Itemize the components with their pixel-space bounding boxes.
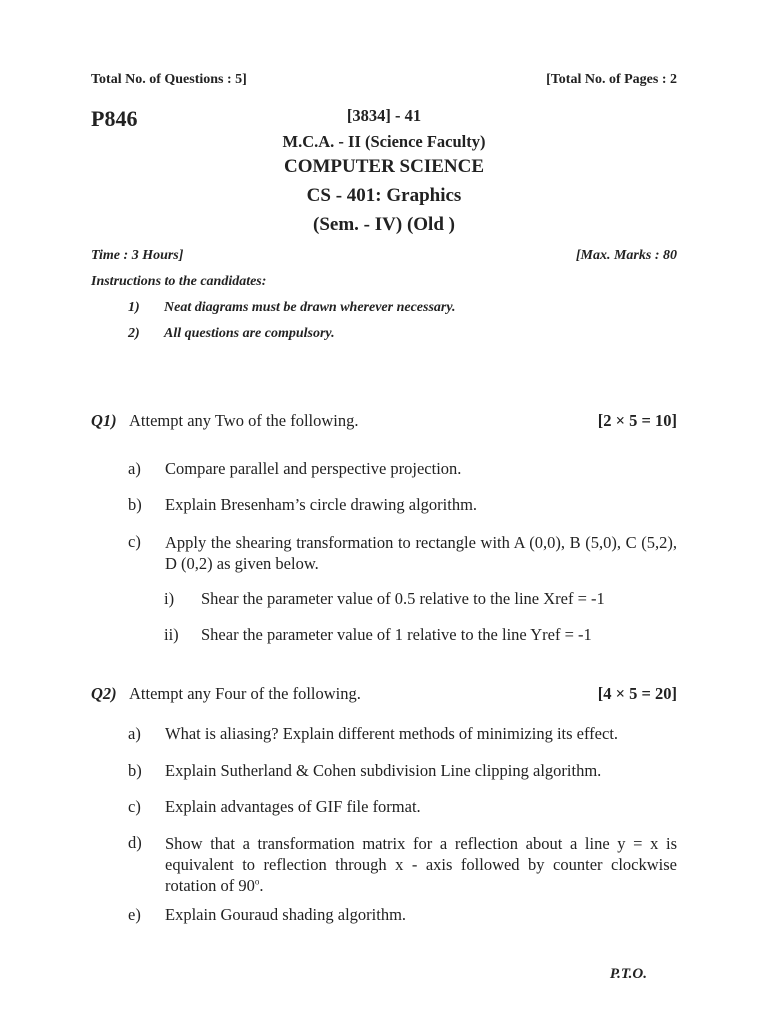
instructions-title: Instructions to the candidates: (91, 274, 267, 289)
course-title: M.C.A. - II (Science Faculty) (282, 132, 486, 151)
question-item-main-text: Show that a transformation matrix for a reflection about a line y = x is equivalent to reflection through x - axis followed by counter clockwise rotation of 90 (165, 834, 677, 895)
sub-item-text: Shear the parameter value of 1 relative to the line Yref = -1 (201, 625, 592, 644)
question-item-tail: . (259, 876, 264, 895)
question-item-text (165, 833, 677, 896)
degree-superscript: o (254, 876, 260, 887)
instruction-number: 2) (128, 326, 140, 341)
question-item-label: b) (128, 761, 142, 780)
question-item-label: d) (128, 833, 142, 852)
question-2-marks: [4 × 5 = 20] (597, 684, 677, 703)
question-item-label: a) (128, 724, 141, 743)
question-item-text: What is aliasing? Explain different methods of minimizing its effect. (165, 724, 619, 743)
page-turn-over: P.T.O. (609, 966, 647, 982)
semester-title: (Sem. - IV) (Old ) (313, 214, 455, 235)
question-1-instruction: Attempt any Two of the following. (129, 411, 359, 430)
question-item-text: Explain advantages of GIF file format. (165, 797, 421, 816)
question-2-instruction: Attempt any Four of the following. (129, 684, 361, 703)
sub-item-label: ii) (164, 625, 179, 644)
question-item-text: Compare parallel and perspective projection. (165, 459, 462, 478)
total-questions: Total No. of Questions : 5] (91, 72, 247, 87)
max-marks: [Max. Marks : 80 (575, 248, 677, 263)
question-item-text: Explain Gouraud shading algorithm. (165, 905, 407, 924)
instruction-text: All questions are compulsory. (164, 326, 335, 341)
question-2-number: Q2) (91, 684, 117, 703)
paper-code: P846 (91, 106, 138, 131)
subject-title: COMPUTER SCIENCE (283, 156, 485, 177)
question-item-label: c) (128, 532, 141, 551)
instruction-number: 1) (128, 300, 140, 315)
sub-item-text: Shear the parameter value of 0.5 relative to the line Xref = -1 (201, 589, 605, 608)
question-1-marks: [2 × 5 = 10] (597, 411, 677, 430)
question-item-label: a) (128, 459, 141, 478)
total-pages: [Total No. of Pages : 2 (546, 72, 677, 87)
paper-title: CS - 401: Graphics (306, 185, 462, 206)
instruction-text: Neat diagrams must be drawn wherever necessary. (164, 300, 456, 315)
question-item-text: Explain Sutherland & Cohen subdivision Line clipping algorithm. (165, 761, 602, 780)
question-item-label: e) (128, 905, 141, 924)
question-item-text: Apply the shearing transformation to rectangle with A (0,0), B (5,0), C (5,2), D (0,2) as given below. (165, 533, 677, 573)
exam-code: [3834] - 41 (346, 106, 422, 125)
exam-time: Time : 3 Hours] (91, 248, 184, 263)
question-item-text: Explain Bresenham’s circle drawing algorithm. (165, 495, 478, 514)
question-item-label: c) (128, 797, 141, 816)
question-item-label: b) (128, 495, 142, 514)
sub-item-label: i) (164, 589, 175, 608)
question-1-number: Q1) (91, 411, 117, 430)
